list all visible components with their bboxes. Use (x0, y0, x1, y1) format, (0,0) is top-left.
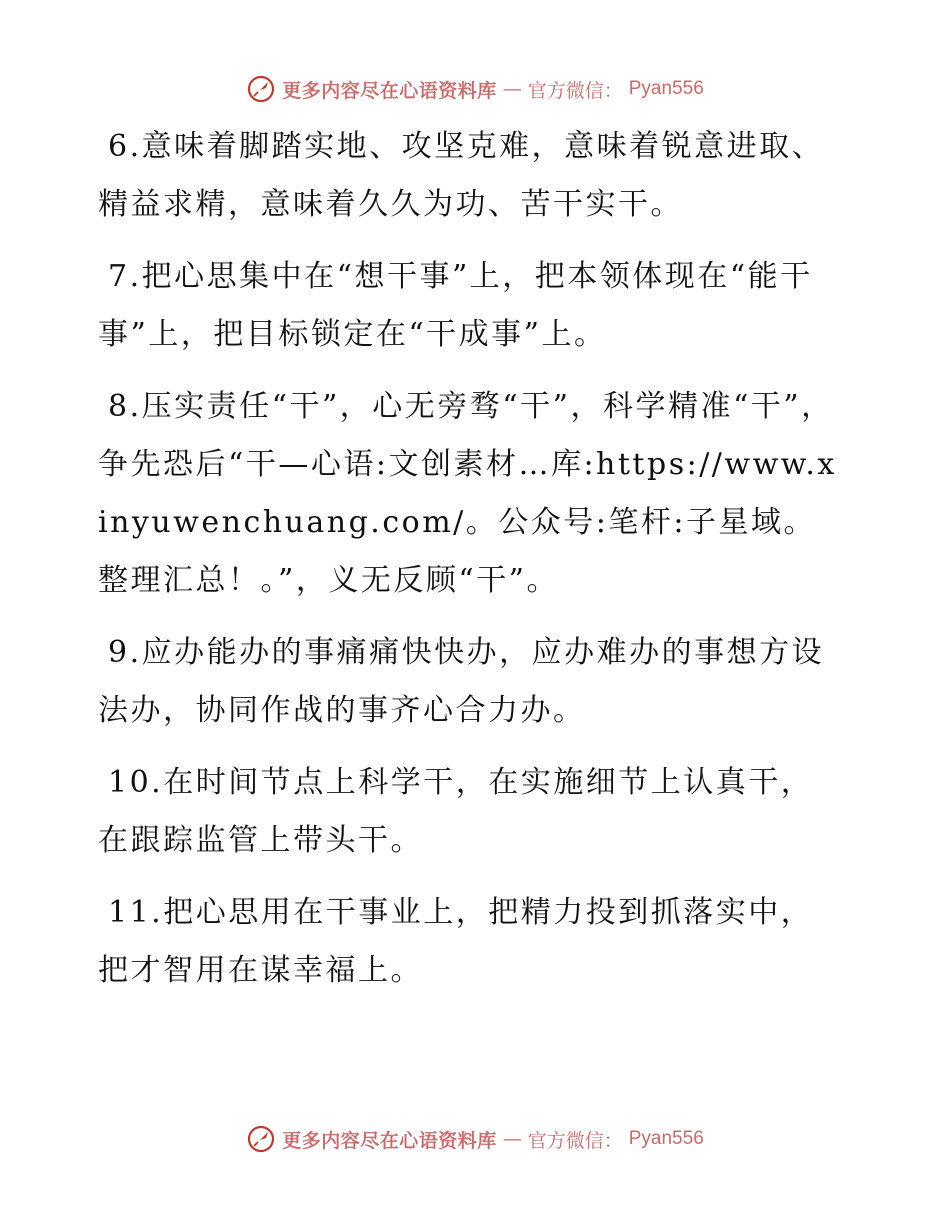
paragraph-10 (98, 754, 838, 870)
watermark-official-label: 官方微信： (527, 79, 623, 102)
watermark-official-label: 官方微信： (527, 1129, 623, 1152)
header-watermark (0, 72, 950, 106)
paragraph-7 (98, 248, 838, 364)
document-body (98, 118, 838, 1014)
footer-watermark (0, 1122, 950, 1156)
paragraph-text: 压实责任“干”，心无旁骛“干”，科学精准“干”，争先恐后“干—心语:文创素材…库:https://www.xinyuwenchuang.com/。公众号:笔杆:子星域。整理汇总！。”，义无反顾“干”。 (98, 389, 837, 598)
paragraph-text: 把心思用在干事业上，把精力投到抓落实中，把才智用在谋幸福上。 (98, 895, 814, 988)
watermark-dash: — (502, 78, 522, 100)
watermark-wechat-id: Pyan556 (628, 1128, 704, 1149)
watermark-brand-text: 更多内容尽在心语资料库 (282, 1129, 497, 1152)
paragraph-6 (98, 118, 838, 234)
paragraph-number: 8. (108, 389, 142, 424)
watermark-wechat-id: Pyan556 (628, 78, 704, 99)
paragraph-text: 意味着脚踏实地、攻坚克难，意味着锐意进取、精益求精，意味着久久为功、苦干实干。 (98, 129, 825, 222)
paragraph-number: 6. (108, 129, 142, 164)
paragraph-text: 应办能办的事痛痛快快办，应办难办的事想方设法办，协同作战的事齐心合力办。 (98, 635, 825, 728)
paragraph-number: 7. (108, 259, 142, 294)
quill-logo-icon (246, 1124, 276, 1154)
quill-logo-icon (246, 74, 276, 104)
paragraph-number: 10. (108, 765, 164, 800)
watermark-brand-text: 更多内容尽在心语资料库 (282, 79, 497, 102)
paragraph-9 (98, 624, 838, 740)
paragraph-11 (98, 884, 838, 1000)
watermark-dash: — (502, 1128, 522, 1150)
paragraph-8 (98, 378, 838, 610)
paragraph-number: 9. (108, 635, 142, 670)
paragraph-text: 在时间节点上科学干，在实施细节上认真干，在跟踪监管上带头干。 (98, 765, 814, 858)
paragraph-text: 把心思集中在“想干事”上，把本领体现在“能干事”上，把目标锁定在“干成事”上。 (98, 259, 813, 352)
paragraph-number: 11. (108, 895, 164, 930)
